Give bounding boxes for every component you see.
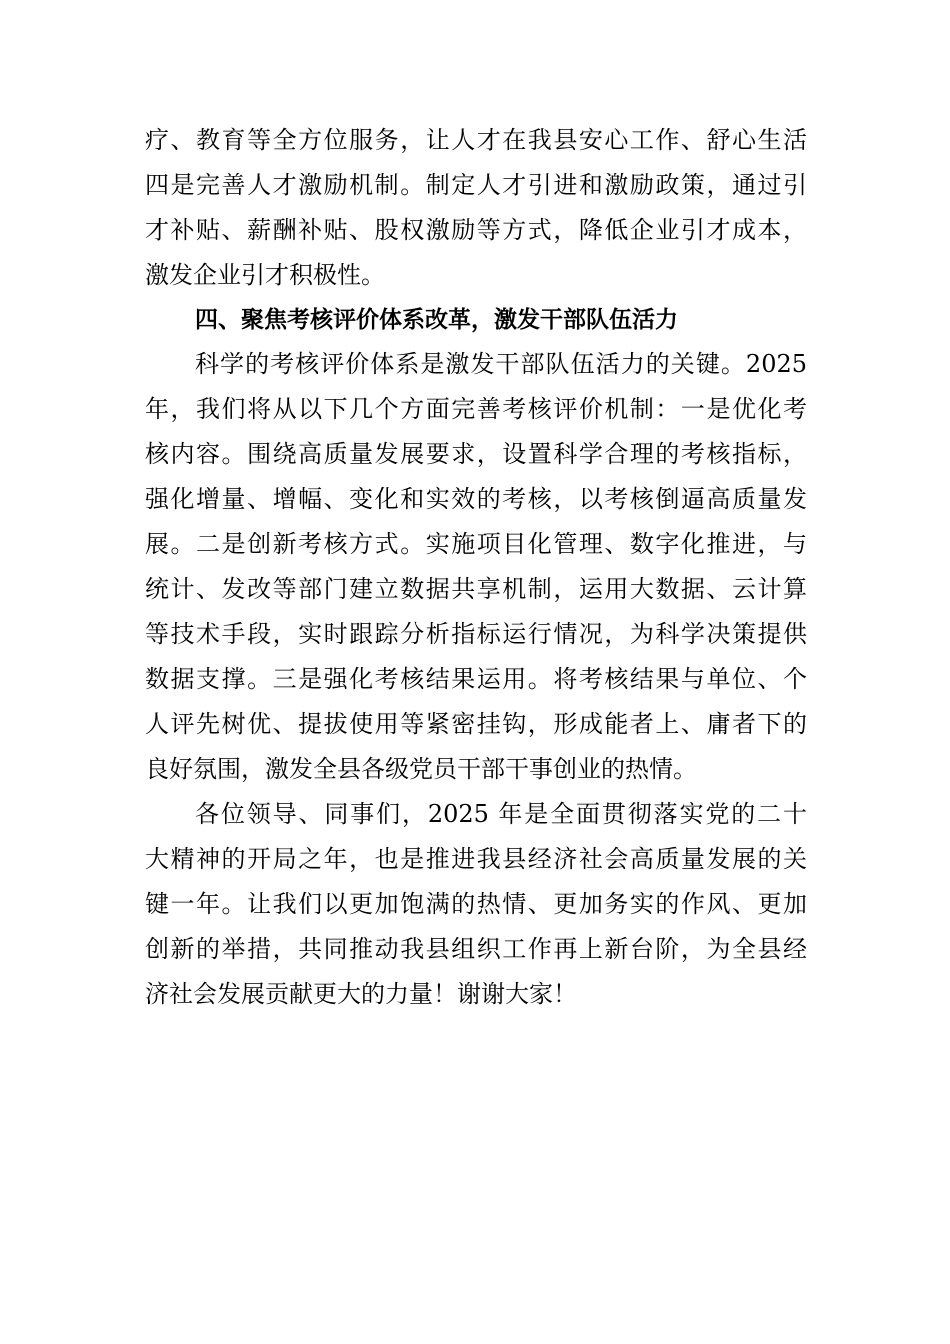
- paragraph-line: 强化增量、增幅、变化和实效的考核，以考核倒逼高质量发: [145, 485, 807, 513]
- paragraph-line: 科学的考核评价体系是激发干部队伍活力的关键。2025: [195, 350, 807, 378]
- paragraph-line: 大精神的开局之年，也是推进我县经济社会高质量发展的关: [145, 845, 807, 873]
- paragraph-line: 核内容。围绕高质量发展要求，设置科学合理的考核指标，: [145, 440, 807, 468]
- paragraph-line: 才补贴、薪酬补贴、股权激励等方式，降低企业引才成本，: [145, 216, 807, 244]
- paragraph-line: 年，我们将从以下几个方面完善考核评价机制：一是优化考: [145, 395, 807, 423]
- paragraph-line: 统计、发改等部门建立数据共享机制，运用大数据、云计算: [145, 575, 807, 603]
- paragraph-line: 键一年。让我们以更加饱满的热情、更加务实的作风、更加: [145, 890, 807, 918]
- paragraph-line: 疗、教育等全方位服务，让人才在我县安心工作、舒心生活: [145, 126, 807, 154]
- paragraph-line: 激发企业引才积极性。: [145, 261, 385, 289]
- paragraph-line: 创新的举措，共同推动我县组织工作再上新台阶，为全县经: [145, 935, 807, 963]
- paragraph-line: 展。二是创新考核方式。实施项目化管理、数字化推进，与: [145, 530, 807, 558]
- paragraph-line: 四是完善人才激励机制。制定人才引进和激励政策，通过引: [145, 171, 807, 199]
- paragraph-line: 数据支撑。三是强化考核结果运用。将考核结果与单位、个: [145, 665, 807, 693]
- paragraph-line: 等技术手段，实时跟踪分析指标运行情况，为科学决策提供: [145, 620, 807, 648]
- paragraph-line: 人评先树优、提拔使用等紧密挂钩，形成能者上、庸者下的: [145, 710, 807, 738]
- paragraph-line: 良好氛围，激发全县各级党员干部干事创业的热情。: [145, 755, 697, 783]
- section-heading: 四、聚焦考核评价体系改革，激发干部队伍活力: [195, 307, 678, 333]
- paragraph-line: 各位领导、同事们，2025 年是全面贯彻落实党的二十: [195, 800, 807, 828]
- paragraph-line: 济社会发展贡献更大的力量！谢谢大家！: [145, 980, 577, 1008]
